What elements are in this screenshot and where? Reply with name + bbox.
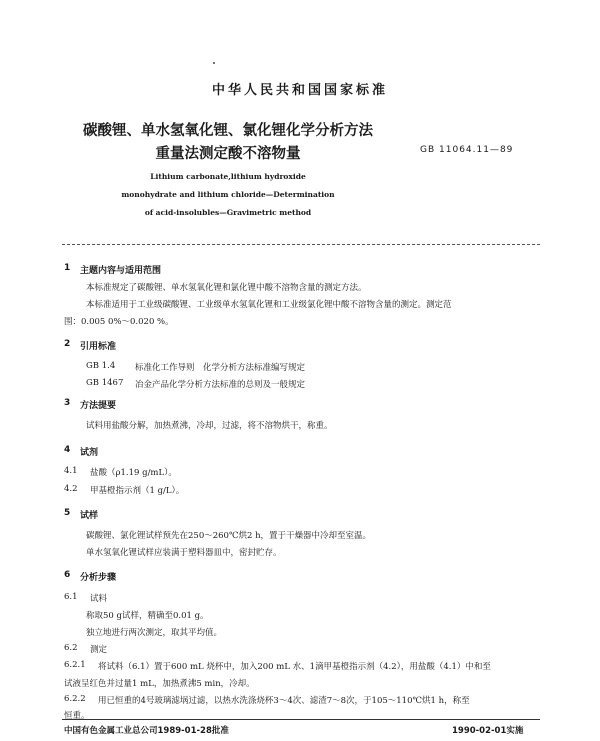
section-1-title: 主题内容与适用范围 <box>80 266 162 276</box>
section-1-para-1: 本标准规定了碳酸锂、单水氢氧化锂和氯化锂中酸不溶物含量的测定方法。 <box>86 283 367 293</box>
approval-note: 中国有色金属工业总公司1989-01-28批准 <box>64 726 229 736</box>
section-3-title: 方法提要 <box>80 401 117 411</box>
standard-name: 中华人民共和国国家标准 <box>211 83 388 98</box>
subsection-6-1-line-2: 独立地进行两次测定，取其平均值。 <box>86 628 223 638</box>
section-1-para-2-line-2: 围：0.005 0%～0.020 %。 <box>64 317 174 327</box>
step-6-2-2-line-2: 恒重。 <box>64 711 90 721</box>
section-1-para-2-line-1: 本标准适用于工业级碳酸锂、工业级单水氢氧化锂和工业级氯化锂中酸不溶物含量的测定。测定范 <box>86 300 452 310</box>
reagent-text: 甲基橙指示剂（1 g/L）。 <box>90 486 185 496</box>
reagent-text: 盐酸（ρ1.19 g/mL）。 <box>90 468 177 478</box>
subsection-6-1-title: 试料 <box>90 594 108 604</box>
step-6-2-1-line-1: 将试料（6.1）置于600 mL 烧杯中，加入200 mL 水、1滴甲基橙指示剂（4.2），用盐酸（4.1）中和至 <box>98 662 491 672</box>
reagent-number: 4.1 <box>64 466 78 476</box>
section-3-text: 试料用盐酸分解，加热煮沸，冷却，过滤，将不溶物烘干，称重。 <box>86 421 333 431</box>
section-6-title: 分析步骤 <box>80 573 117 583</box>
subsection-6-1-line-1: 称取50 g试样，精确至0.01 g。 <box>86 611 209 621</box>
subsection-6-2-number: 6.2 <box>64 643 78 653</box>
subsection-6-1-number: 6.1 <box>64 592 78 602</box>
implementation-date: 1990-02-01实施 <box>452 726 524 736</box>
section-2-number: 2 <box>64 339 71 349</box>
header-divider <box>62 244 540 245</box>
title-line-2: 重量法测定酸不溶物量 <box>155 146 301 162</box>
section-3-number: 3 <box>64 398 71 408</box>
step-6-2-1-line-2: 试液呈红色并过量1 mL，加热煮沸5 min，冷却。 <box>64 679 255 689</box>
reference-text: 标准化工作导则 化学分析方法标准编写规定 <box>135 363 306 373</box>
section-2-title: 引用标准 <box>80 342 117 352</box>
english-title-line-1: Lithium carbonate,lithium hydroxide <box>150 172 306 181</box>
reagent-number: 4.2 <box>64 484 78 494</box>
footer-divider <box>62 719 540 720</box>
section-4-number: 4 <box>64 445 71 455</box>
reference-text: 冶金产品化学分析方法标准的总则及一般规定 <box>135 380 306 390</box>
english-title-line-3: of acid-insolubles—Gravimetric method <box>144 208 312 217</box>
step-6-2-2-line-1: 用已恒重的4号玻璃滤埚过滤，以热水洗涤烧杯3～4次、滤渣7～8次，于105～110℃烘1 h，称至 <box>98 696 470 706</box>
reference-code: GB 1467 <box>86 378 124 388</box>
subsection-6-2-title: 测定 <box>90 645 108 655</box>
english-title-line-2: monohydrate and lithium chloride—Determination <box>121 190 335 199</box>
reference-code: GB 1.4 <box>86 361 116 371</box>
section-4-title: 试剂 <box>80 448 99 458</box>
standard-number: GB 11064.11—89 <box>420 145 514 155</box>
section-6-number: 6 <box>64 570 71 580</box>
section-5-line-2: 单水氢氧化锂试样应装满于塑料器皿中，密封贮存。 <box>86 548 282 558</box>
scan-speck <box>213 62 215 64</box>
step-6-2-2-number: 6.2.2 <box>64 694 86 704</box>
step-6-2-1-number: 6.2.1 <box>64 660 86 670</box>
section-5-line-1: 碳酸锂、氯化锂试样预先在250～260℃烘2 h，置于干燥器中冷却至室温。 <box>86 531 372 541</box>
section-5-title: 试样 <box>80 511 99 521</box>
section-5-number: 5 <box>64 508 71 518</box>
section-1-number: 1 <box>64 263 71 273</box>
title-line-1: 碳酸锂、单水氢氧化锂、氯化锂化学分析方法 <box>83 123 373 139</box>
